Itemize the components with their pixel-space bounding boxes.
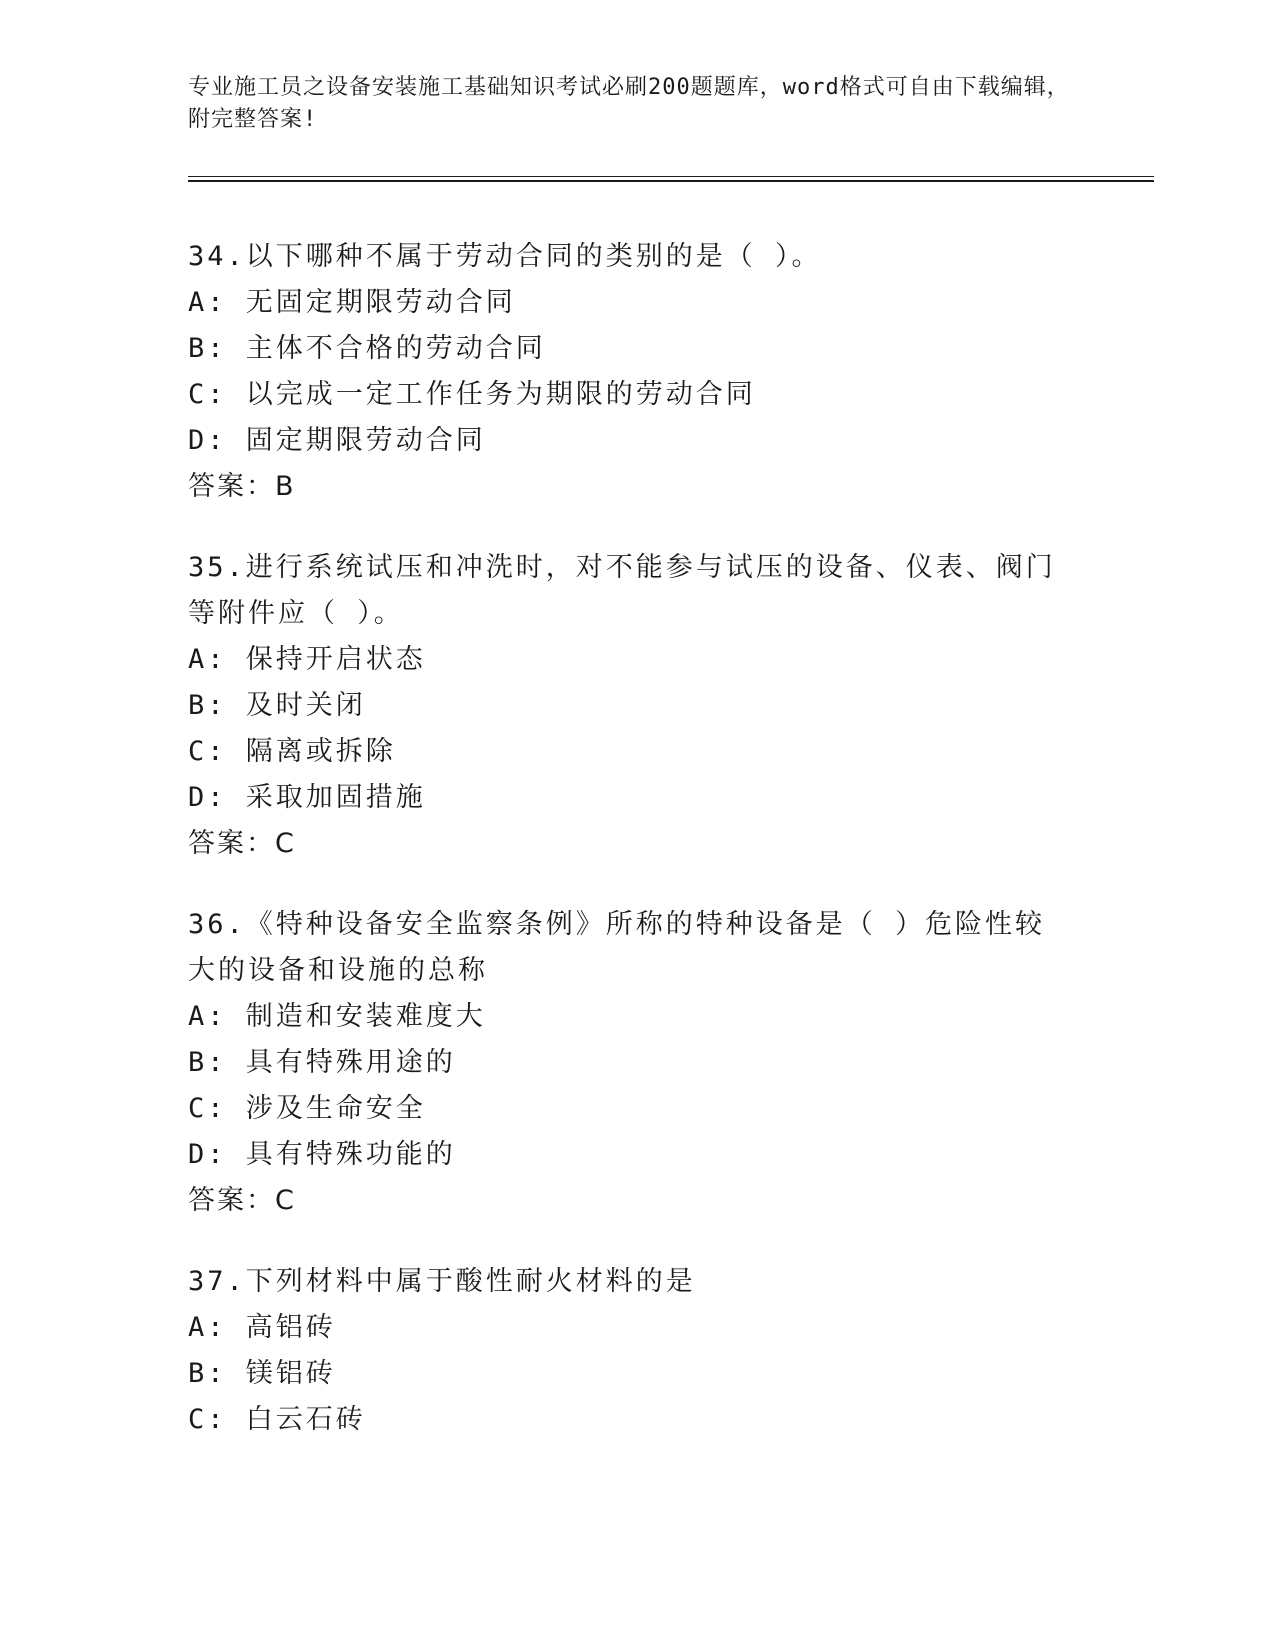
option-c: C: 隔离或拆除 bbox=[188, 736, 396, 767]
option-b: B: 镁铝砖 bbox=[188, 1358, 336, 1389]
option-a: A: 制造和安装难度大 bbox=[188, 1001, 486, 1032]
question-35 bbox=[188, 545, 1088, 867]
question-stem: 35.进行系统试压和冲洗时，对不能参与试压的设备、仪表、阀门等附件应（ ）。 bbox=[188, 552, 1056, 629]
question-stem: 36.《特种设备安全监察条例》所称的特种设备是（ ）危险性较大的设备和设施的总称 bbox=[188, 909, 1046, 986]
option-d: D: 具有特殊功能的 bbox=[188, 1139, 456, 1170]
option-b: B: 具有特殊用途的 bbox=[188, 1047, 456, 1078]
option-a: A: 无固定期限劳动合同 bbox=[188, 287, 516, 318]
option-b: B: 主体不合格的劳动合同 bbox=[188, 333, 546, 364]
question-stem: 37.下列材料中属于酸性耐火材料的是 bbox=[188, 1266, 696, 1297]
option-d: D: 固定期限劳动合同 bbox=[188, 425, 486, 456]
option-a: A: 高铝砖 bbox=[188, 1312, 336, 1343]
answer: 答案：C bbox=[188, 828, 296, 859]
document-header: 专业施工员之设备安装施工基础知识考试必刷200题题库，word格式可自由下载编辑，附完整答案! bbox=[188, 75, 1070, 132]
question-36 bbox=[188, 902, 1088, 1224]
option-c: C: 白云石砖 bbox=[188, 1404, 366, 1435]
answer: 答案：B bbox=[188, 471, 296, 502]
header-divider-thick bbox=[188, 180, 1154, 182]
option-a: A: 保持开启状态 bbox=[188, 644, 426, 675]
question-34 bbox=[188, 234, 1088, 510]
option-c: C: 以完成一定工作任务为期限的劳动合同 bbox=[188, 379, 756, 410]
answer: 答案：C bbox=[188, 1185, 296, 1216]
option-c: C: 涉及生命安全 bbox=[188, 1093, 426, 1124]
question-list bbox=[188, 234, 1088, 1478]
option-d: D: 采取加固措施 bbox=[188, 782, 426, 813]
question-stem: 34.以下哪种不属于劳动合同的类别的是（ ）。 bbox=[188, 241, 822, 272]
header-divider-thin bbox=[188, 176, 1154, 177]
question-37 bbox=[188, 1259, 1088, 1443]
option-b: B: 及时关闭 bbox=[188, 690, 366, 721]
